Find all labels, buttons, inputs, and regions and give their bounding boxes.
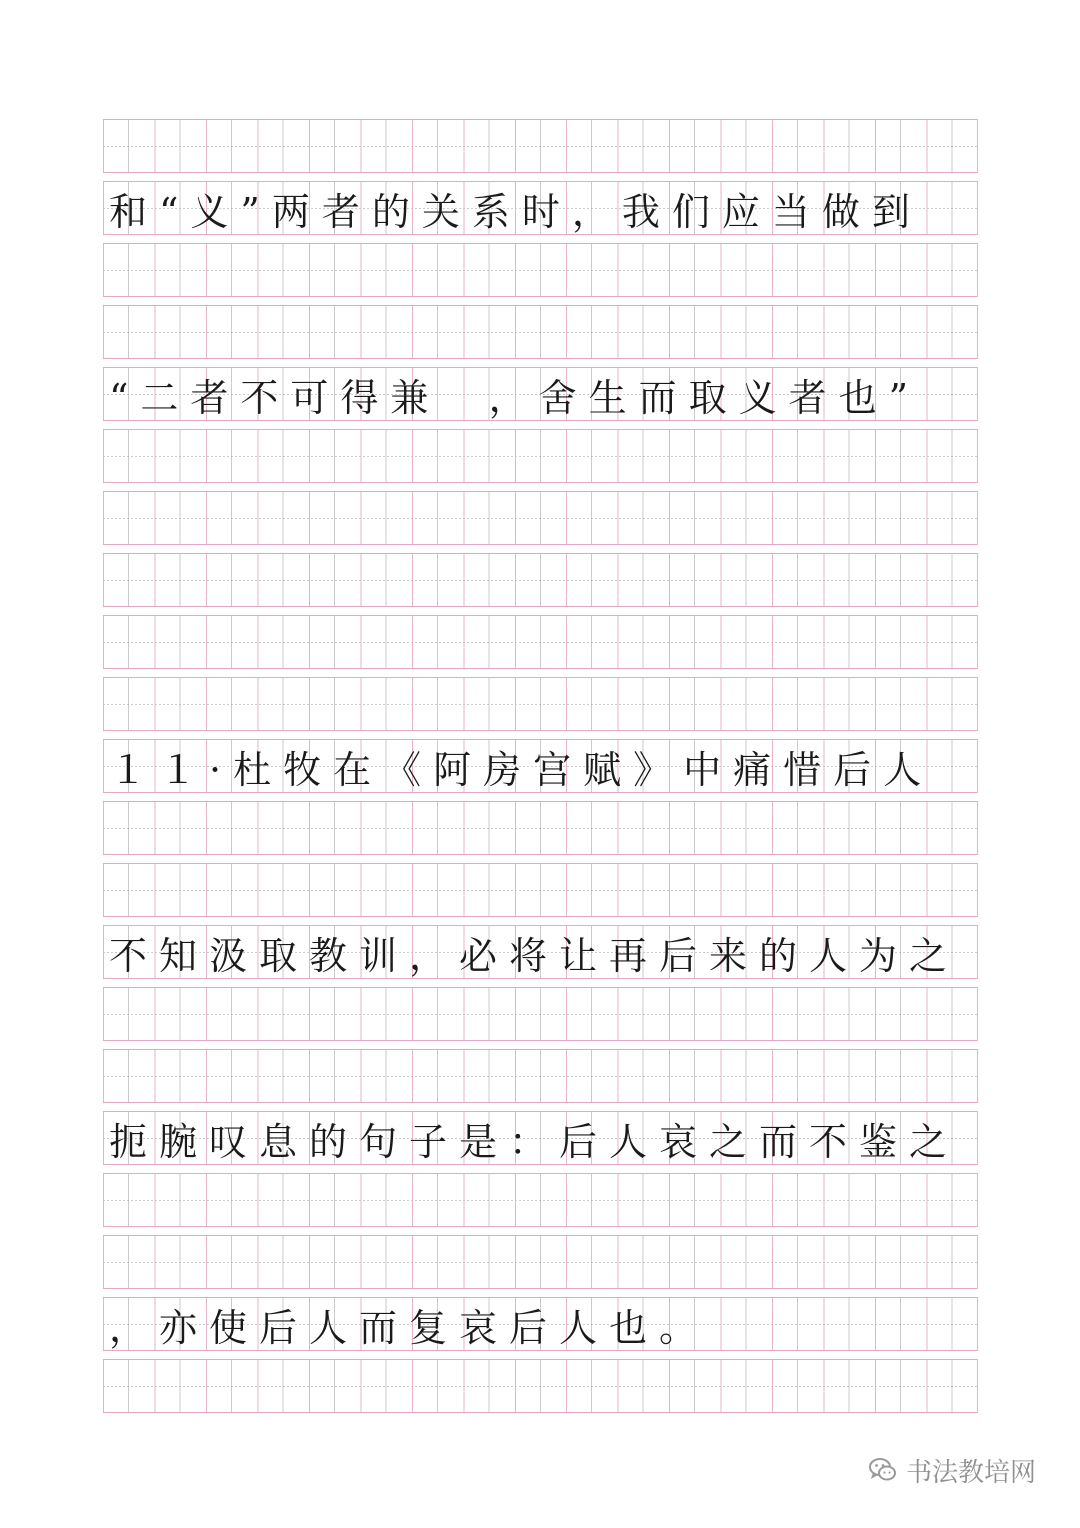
line-text: 和“义”两者的关系时，我们应当做到 (109, 189, 922, 234)
line-text: １１·杜牧在《阿房宫赋》中痛惜后人 (109, 747, 934, 792)
line-text (103, 1236, 978, 1288)
line-text: 不知汲取教训，必将让再后来的人为之 (109, 933, 960, 978)
grid-row (103, 1111, 978, 1165)
line-text (103, 616, 978, 668)
line-text (103, 802, 978, 854)
grid-row (103, 925, 978, 979)
grid-row (103, 1359, 978, 1413)
grid-row (103, 1297, 978, 1351)
grid-row (103, 367, 978, 421)
grid-row (103, 553, 978, 607)
line-text (103, 678, 978, 730)
line-text (103, 1050, 978, 1102)
line-text (103, 306, 978, 358)
grid-row (103, 1049, 978, 1103)
line-text (103, 1174, 978, 1226)
grid-row (103, 491, 978, 545)
line-text (103, 864, 978, 916)
grid-row (103, 1235, 978, 1289)
watermark-text: 书法教培网 (906, 1457, 1037, 1488)
grid-row (103, 305, 978, 359)
wechat-icon (868, 1455, 898, 1485)
line-text (103, 430, 978, 482)
grid-row (103, 739, 978, 793)
line-text: “二者不可得兼 ，舍生而取义者也” (109, 375, 921, 420)
grid-row (103, 119, 978, 173)
line-text (103, 554, 978, 606)
line-text (103, 1360, 978, 1412)
grid-row (103, 243, 978, 297)
line-text: ，亦使后人而复哀后人也。 (109, 1305, 710, 1350)
watermark (868, 1448, 1036, 1492)
line-text (103, 120, 978, 172)
grid-row (103, 1173, 978, 1227)
grid-row (103, 863, 978, 917)
line-text (103, 244, 978, 296)
line-text: 扼腕叹息的句子是：后人哀之而不鉴之 (109, 1119, 960, 1164)
line-text (103, 492, 978, 544)
line-text (103, 988, 978, 1040)
grid-row (103, 429, 978, 483)
grid-row (103, 615, 978, 669)
grid-row (103, 801, 978, 855)
grid-row (103, 987, 978, 1041)
grid-row (103, 181, 978, 235)
grid-row (103, 677, 978, 731)
